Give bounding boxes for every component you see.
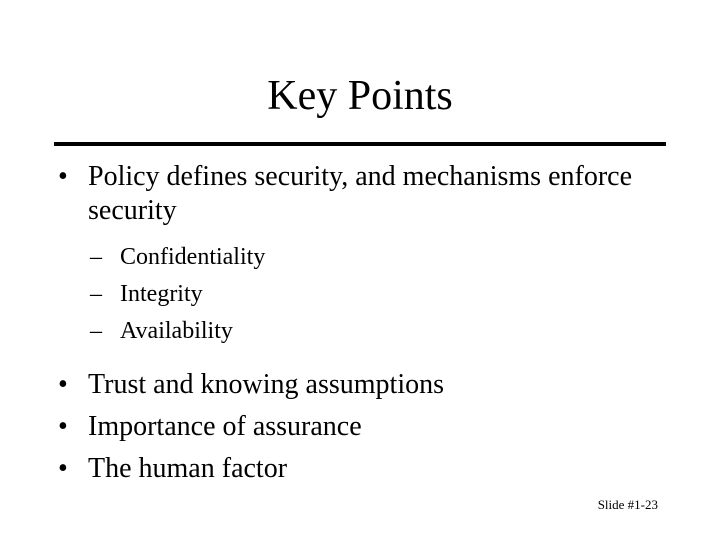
bullet-text: The human factor: [88, 453, 288, 484]
bullet-item: [58, 406, 678, 448]
bullet-item: [58, 364, 678, 406]
title-divider: [54, 142, 666, 146]
sub-bullet-text: Integrity: [120, 281, 203, 307]
bullet-glyph: •: [58, 369, 68, 400]
slide-title: Key Points: [267, 73, 453, 119]
bullet-glyph: •: [58, 453, 68, 484]
bullet-list: [58, 160, 678, 490]
sub-bullet-text: Availability: [120, 318, 233, 344]
sub-bullet-text: Confidentiality: [120, 244, 266, 270]
sub-bullet-item: [90, 276, 678, 313]
bullet-text: Policy defines security, and mechanisms enforce security: [88, 161, 633, 226]
sub-bullet-item: [90, 239, 678, 276]
bullet-glyph: •: [58, 161, 68, 192]
bullet-glyph: •: [58, 411, 68, 442]
dash-glyph: –: [90, 318, 102, 344]
dash-glyph: –: [90, 244, 102, 270]
sub-bullet-list: [88, 239, 678, 350]
bullet-text: Trust and knowing assumptions: [88, 369, 445, 400]
bullet-text: Importance of assurance: [88, 411, 362, 442]
slide-number: Slide #1-23: [597, 497, 658, 512]
dash-glyph: –: [90, 281, 102, 307]
bullet-item: [58, 448, 678, 490]
sub-bullet-item: [90, 313, 678, 350]
bullet-item: [58, 160, 678, 350]
